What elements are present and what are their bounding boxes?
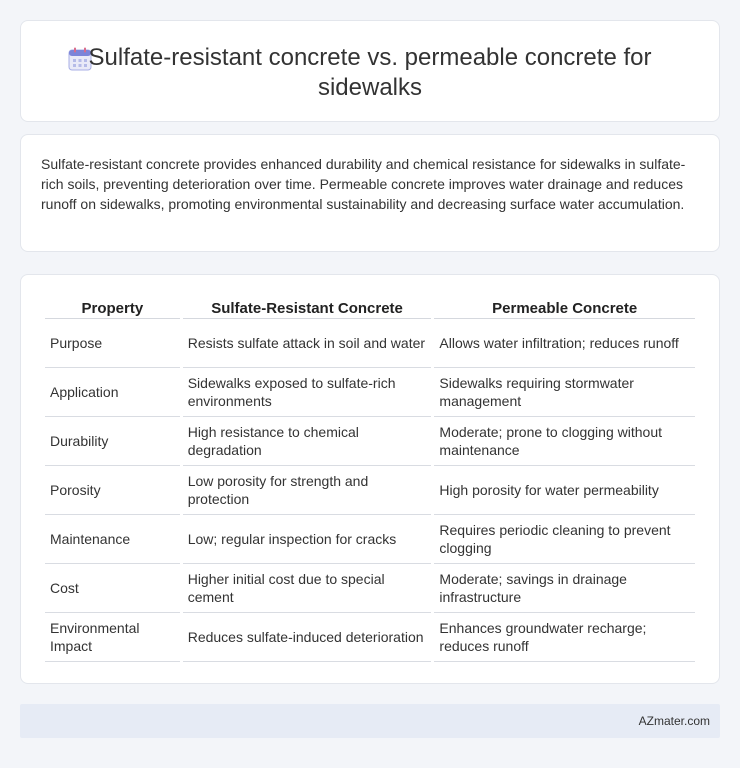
row-property: Application (45, 368, 180, 417)
header-sulfate-resistant: Sulfate-Resistant Concrete (183, 295, 432, 319)
intro-card (20, 134, 720, 252)
footer-bar (20, 704, 720, 738)
comparison-table (42, 295, 698, 662)
header-permeable: Permeable Concrete (434, 295, 695, 319)
comparison-card (20, 274, 720, 684)
row-permeable-value: High porosity for water permeability (434, 466, 695, 515)
table-row (45, 417, 695, 466)
row-sulfate-value: Sidewalks exposed to sulfate-rich environments (183, 368, 432, 417)
row-permeable-value: Allows water infiltration; reduces runoff (434, 319, 695, 368)
row-permeable-value: Enhances groundwater recharge; reduces runoff (434, 613, 695, 662)
intro-text: Sulfate-resistant concrete provides enhanced durability and chemical resistance for sidewalks in sulfate-rich soils, preventing deterioration over time. Permeable concrete improves water drainage and reduces runoff on sidewalks, promoting environmental sustainability and decreasing surface water accumulation. (41, 156, 686, 212)
row-sulfate-value: High resistance to chemical degradation (183, 417, 432, 466)
row-permeable-value: Moderate; prone to clogging without maintenance (434, 417, 695, 466)
row-sulfate-value: Low porosity for strength and protection (183, 466, 432, 515)
row-permeable-value: Moderate; savings in drainage infrastructure (434, 564, 695, 613)
header-property: Property (45, 295, 180, 319)
row-property: Durability (45, 417, 180, 466)
table-header-row (45, 295, 695, 319)
table-row (45, 613, 695, 662)
title-card (20, 20, 720, 122)
row-property: Purpose (45, 319, 180, 368)
row-property: Porosity (45, 466, 180, 515)
row-property: Maintenance (45, 515, 180, 564)
row-permeable-value: Sidewalks requiring stormwater management (434, 368, 695, 417)
row-permeable-value: Requires periodic cleaning to prevent clogging (434, 515, 695, 564)
row-property: Environmental Impact (45, 613, 180, 662)
table-row (45, 319, 695, 368)
table-row (45, 466, 695, 515)
row-sulfate-value: Reduces sulfate-induced deterioration (183, 613, 432, 662)
table-row (45, 564, 695, 613)
table-row (45, 368, 695, 417)
row-property: Cost (45, 564, 180, 613)
footer-brand[interactable]: AZmater.com (638, 714, 710, 728)
table-row (45, 515, 695, 564)
row-sulfate-value: Resists sulfate attack in soil and water (183, 319, 432, 368)
page-title: Sulfate-resistant concrete vs. permeable concrete for sidewalks (88, 44, 652, 101)
row-sulfate-value: Low; regular inspection for cracks (183, 515, 432, 564)
row-sulfate-value: Higher initial cost due to special cement (183, 564, 432, 613)
